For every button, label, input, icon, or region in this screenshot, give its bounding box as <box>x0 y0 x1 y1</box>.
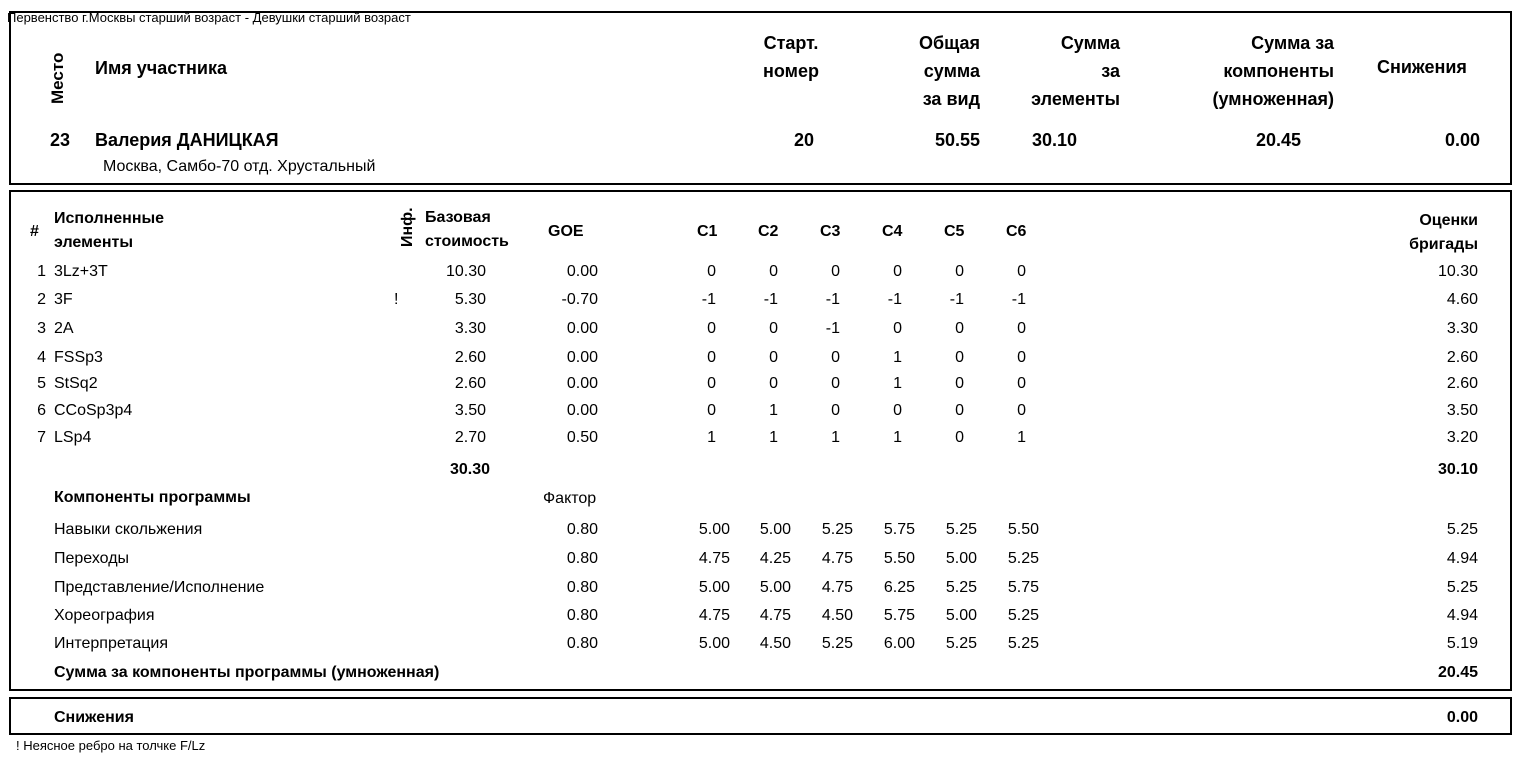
element-panel-score: 2.60 <box>1446 349 1478 366</box>
element-judge-score: 0 <box>1017 402 1026 419</box>
component-judge-score: 5.00 <box>759 579 791 596</box>
component-judge-score: 4.75 <box>821 579 853 596</box>
components-score-header <box>1184 29 1334 113</box>
component-judge-score: 4.25 <box>759 550 791 567</box>
element-judge-score: 1 <box>893 429 902 446</box>
element-panel-score: 3.30 <box>1446 320 1478 337</box>
element-judge-score: 0 <box>707 375 716 392</box>
component-factor: 0.80 <box>566 607 598 624</box>
skater-total-score: 50.55 <box>934 130 980 150</box>
element-judge-score: 0 <box>955 402 964 419</box>
element-judge-score: 0 <box>955 349 964 366</box>
element-code: 3F <box>54 291 73 308</box>
element-code: 2A <box>54 320 74 337</box>
col-elements-header-line1: Исполненные <box>54 210 165 227</box>
element-judge-score: -1 <box>763 291 778 308</box>
element-code: LSp4 <box>54 429 92 446</box>
component-judge-score: 5.00 <box>945 607 977 624</box>
element-judge-score: 0 <box>769 263 778 280</box>
component-judge-score: 5.00 <box>759 521 791 538</box>
component-judge-score: 5.75 <box>883 607 915 624</box>
deductions-label: Снижения <box>54 709 134 726</box>
element-judge-score: 0 <box>955 375 964 392</box>
component-judge-score: 5.50 <box>1007 521 1039 538</box>
element-base-value: 10.30 <box>445 263 486 280</box>
start-number-header <box>745 29 837 85</box>
skater-components-score: 20.45 <box>1256 130 1302 150</box>
element-base-value: 3.50 <box>454 402 486 419</box>
element-number: 5 <box>37 375 46 392</box>
element-judge-score: 0 <box>707 263 716 280</box>
component-result: 4.94 <box>1446 607 1478 624</box>
element-judge-score: 1 <box>893 375 902 392</box>
element-row <box>0 375 1521 397</box>
element-judge-score: 0 <box>769 375 778 392</box>
col-elements-header <box>54 207 164 255</box>
component-judge-score: 5.25 <box>1007 607 1039 624</box>
base-value-total: 30.30 <box>449 461 490 478</box>
element-panel-score: 4.60 <box>1446 291 1478 308</box>
component-judge-score: 5.25 <box>945 521 977 538</box>
total-score-header <box>880 29 980 113</box>
component-judge-score: 5.75 <box>1007 579 1039 596</box>
component-judge-score: 5.25 <box>821 635 853 652</box>
element-info: ! <box>394 291 399 308</box>
col-judge-6-header: C6 <box>1006 223 1027 240</box>
component-factor: 0.80 <box>566 521 598 538</box>
element-goe: 0.00 <box>566 375 598 392</box>
element-judge-score: 0 <box>707 320 716 337</box>
element-row <box>0 349 1521 371</box>
component-result: 5.25 <box>1446 521 1478 538</box>
col-number-header: # <box>30 223 39 240</box>
component-judge-score: 4.50 <box>759 635 791 652</box>
col-info-header: Инф. <box>399 207 416 247</box>
name-header: Имя участника <box>95 58 228 78</box>
element-judge-score: -1 <box>825 320 840 337</box>
total-score-header-line2: сумма <box>923 61 980 81</box>
component-judge-score: 4.75 <box>821 550 853 567</box>
component-judge-score: 4.50 <box>821 607 853 624</box>
elements-score-header-line1: Сумма <box>1060 33 1120 53</box>
element-judge-score: 0 <box>1017 375 1026 392</box>
skater-deductions: 0.00 <box>1444 130 1480 150</box>
component-judge-score: 5.25 <box>1007 550 1039 567</box>
element-code: FSSp3 <box>54 349 103 366</box>
element-number: 4 <box>37 349 46 366</box>
element-judge-score: 0 <box>893 320 902 337</box>
element-row <box>0 263 1521 285</box>
element-judge-score: 0 <box>831 375 840 392</box>
element-judge-score: 1 <box>707 429 716 446</box>
place-header: Место <box>48 52 67 104</box>
element-judge-score: 0 <box>707 349 716 366</box>
col-panel-header <box>1380 209 1478 257</box>
panel-elements-total: 30.10 <box>1437 461 1478 478</box>
element-goe: 0.00 <box>566 402 598 419</box>
component-row <box>0 607 1521 629</box>
element-goe: 0.50 <box>566 429 598 446</box>
start-number-header-line1: Старт. <box>763 33 819 53</box>
component-result: 5.19 <box>1446 635 1478 652</box>
components-total-label: Сумма за компоненты программы (умноженная) <box>54 664 440 681</box>
component-row <box>0 579 1521 601</box>
elements-score-header-line3: элементы <box>1031 89 1120 109</box>
element-judge-score: 0 <box>1017 320 1026 337</box>
start-number-header-line2: номер <box>763 61 819 81</box>
footnote: ! Неясное ребро на толчке F/Lz <box>16 738 206 753</box>
element-number: 3 <box>37 320 46 337</box>
skater-start-number: 20 <box>794 130 815 150</box>
elements-score-header <box>1000 29 1120 113</box>
component-judge-score: 4.75 <box>698 607 730 624</box>
element-judge-score: 0 <box>831 402 840 419</box>
element-judge-score: -1 <box>825 291 840 308</box>
col-judge-3-header: C3 <box>820 223 841 240</box>
element-number: 1 <box>37 263 46 280</box>
element-judge-score: -1 <box>1011 291 1026 308</box>
skater-place: 23 <box>50 130 71 150</box>
component-name: Навыки скольжения <box>54 521 203 538</box>
component-judge-score: 5.25 <box>821 521 853 538</box>
components-score-header-line2: компоненты <box>1223 61 1334 81</box>
element-code: CCoSp3p4 <box>54 402 133 419</box>
element-code: 3Lz+3T <box>54 263 108 280</box>
skater-name: Валерия ДАНИЦКАЯ <box>95 130 279 150</box>
element-goe: 0.00 <box>566 263 598 280</box>
element-row <box>0 402 1521 424</box>
element-base-value: 3.30 <box>454 320 486 337</box>
col-base-header-line1: Базовая <box>425 209 491 226</box>
element-judge-score: 0 <box>769 320 778 337</box>
element-judge-score: 0 <box>1017 263 1026 280</box>
component-name: Хореография <box>54 607 155 624</box>
element-goe: -0.70 <box>561 291 598 308</box>
col-judge-5-header: C5 <box>944 223 965 240</box>
component-result: 5.25 <box>1446 579 1478 596</box>
component-judge-score: 5.25 <box>1007 635 1039 652</box>
element-judge-score: 0 <box>955 429 964 446</box>
element-judge-score: 0 <box>955 263 964 280</box>
total-score-header-line3: за вид <box>922 89 980 109</box>
element-base-value: 2.60 <box>454 349 486 366</box>
component-name: Интерпретация <box>54 635 169 652</box>
element-row <box>0 320 1521 342</box>
component-judge-score: 5.75 <box>883 521 915 538</box>
component-judge-score: 5.00 <box>698 521 730 538</box>
element-base-value: 2.60 <box>454 375 486 392</box>
element-panel-score: 2.60 <box>1446 375 1478 392</box>
element-goe: 0.00 <box>566 320 598 337</box>
component-judge-score: 5.50 <box>883 550 915 567</box>
component-result: 4.94 <box>1446 550 1478 567</box>
element-row <box>0 291 1521 313</box>
element-number: 6 <box>37 402 46 419</box>
element-judge-score: 1 <box>769 402 778 419</box>
component-judge-score: 4.75 <box>759 607 791 624</box>
total-score-header-line1: Общая <box>918 33 980 53</box>
deductions-header: Снижения <box>1377 57 1467 77</box>
component-row <box>0 635 1521 657</box>
component-factor: 0.80 <box>566 635 598 652</box>
element-judge-score: 1 <box>769 429 778 446</box>
element-judge-score: 0 <box>955 320 964 337</box>
factor-header: Фактор <box>543 490 597 507</box>
col-base-header <box>425 206 509 254</box>
element-judge-score: 0 <box>831 349 840 366</box>
components-total-value: 20.45 <box>1437 664 1478 681</box>
component-row <box>0 521 1521 543</box>
col-goe-header: GOE <box>548 223 584 240</box>
component-judge-score: 4.75 <box>698 550 730 567</box>
element-base-value: 5.30 <box>454 291 486 308</box>
element-judge-score: 1 <box>831 429 840 446</box>
elements-score-header-line2: за <box>1101 61 1120 81</box>
element-judge-score: 1 <box>893 349 902 366</box>
component-factor: 0.80 <box>566 550 598 567</box>
component-name: Представление/Исполнение <box>54 579 265 596</box>
col-judge-2-header: C2 <box>758 223 779 240</box>
col-base-header-line2: стоимость <box>425 233 509 250</box>
element-judge-score: 1 <box>1017 429 1026 446</box>
element-panel-score: 10.30 <box>1437 263 1478 280</box>
components-score-header-line1: Сумма за <box>1251 33 1334 53</box>
element-panel-score: 3.50 <box>1446 402 1478 419</box>
deductions-box <box>9 697 1512 735</box>
element-judge-score: 0 <box>893 402 902 419</box>
col-judge-4-header: C4 <box>882 223 903 240</box>
element-number: 2 <box>37 291 46 308</box>
col-panel-header-line1: Оценки <box>1419 212 1478 229</box>
component-judge-score: 6.00 <box>883 635 915 652</box>
element-judge-score: 0 <box>1017 349 1026 366</box>
component-name: Переходы <box>54 550 130 567</box>
col-judge-1-header: C1 <box>697 223 718 240</box>
element-base-value: 2.70 <box>454 429 486 446</box>
element-judge-score: 0 <box>707 402 716 419</box>
col-elements-header-line2: элементы <box>54 234 133 251</box>
element-row <box>0 429 1521 451</box>
component-judge-score: 6.25 <box>883 579 915 596</box>
component-judge-score: 5.25 <box>945 635 977 652</box>
skater-elements-score: 30.10 <box>1032 130 1078 150</box>
components-title: Компоненты программы <box>54 489 251 506</box>
component-row <box>0 550 1521 572</box>
element-judge-score: -1 <box>887 291 902 308</box>
element-goe: 0.00 <box>566 349 598 366</box>
element-judge-score: -1 <box>701 291 716 308</box>
component-judge-score: 5.25 <box>945 579 977 596</box>
component-judge-score: 5.00 <box>945 550 977 567</box>
components-score-header-line3: (умноженная) <box>1212 89 1334 109</box>
element-judge-score: 0 <box>831 263 840 280</box>
element-number: 7 <box>37 429 46 446</box>
deductions-value: 0.00 <box>1446 709 1478 726</box>
element-panel-score: 3.20 <box>1446 429 1478 446</box>
element-judge-score: -1 <box>949 291 964 308</box>
col-panel-header-line2: бригады <box>1409 236 1478 253</box>
element-judge-score: 0 <box>769 349 778 366</box>
element-judge-score: 0 <box>893 263 902 280</box>
component-judge-score: 5.00 <box>698 579 730 596</box>
component-judge-score: 5.00 <box>698 635 730 652</box>
element-code: StSq2 <box>54 375 98 392</box>
skater-club: Москва, Самбо-70 отд. Хрустальный <box>103 158 376 175</box>
event-title: Первенство г.Москвы старший возраст - Девушки старший возраст <box>7 10 411 25</box>
component-factor: 0.80 <box>566 579 598 596</box>
